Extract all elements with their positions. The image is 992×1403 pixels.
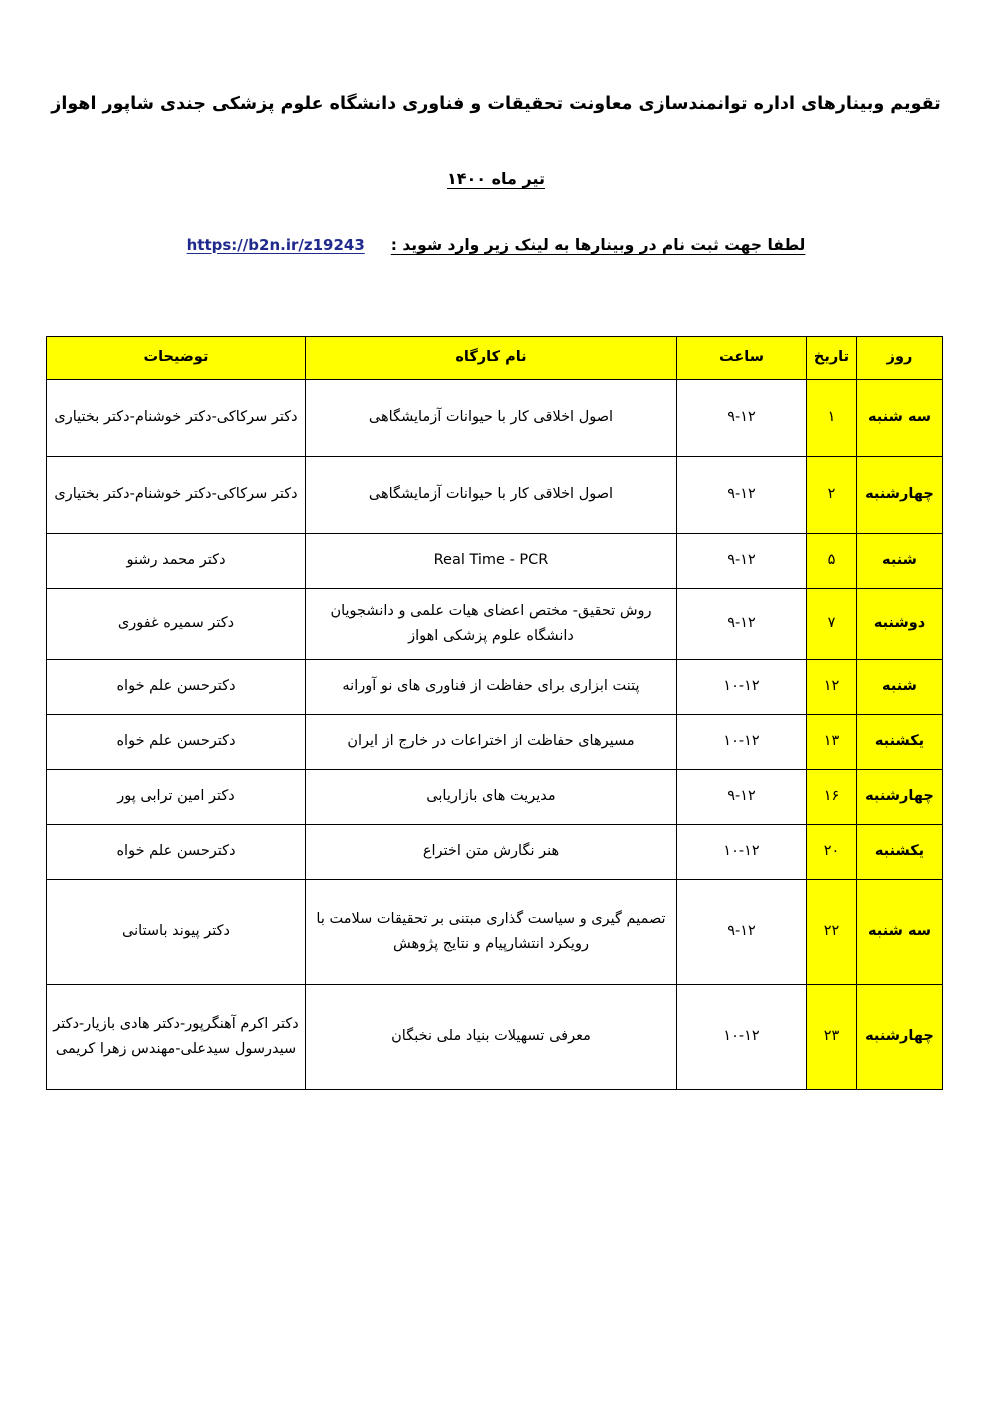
cell-day: شنبه	[857, 660, 943, 715]
cell-notes: دکتر سرکاکی-دکتر خوشنام-دکتر بختیاری	[47, 380, 306, 457]
cell-notes: دکترحسن علم خواه	[47, 715, 306, 770]
column-header-time: ساعت	[677, 337, 807, 380]
table-row	[47, 985, 943, 1090]
cell-date: ۱۳	[807, 715, 857, 770]
registration-line	[0, 188, 992, 254]
cell-workshop: تصمیم گیری و سیاست گذاری مبتنی بر تحقیقات سلامت با رویکرد انتشارپیام و نتایج پژوهش	[306, 880, 677, 985]
cell-workshop: اصول اخلاقی کار با حیوانات آزمایشگاهی	[306, 380, 677, 457]
cell-date: ۲۲	[807, 880, 857, 985]
table-row	[47, 457, 943, 534]
cell-notes: دکتر محمد رشنو	[47, 534, 306, 589]
cell-workshop: مدیریت های بازاریابی	[306, 770, 677, 825]
cell-workshop: پتنت ابزاری برای حفاظت از فناوری های نو آورانه	[306, 660, 677, 715]
cell-notes: دکتر امین ترابی پور	[47, 770, 306, 825]
cell-workshop: معرفی تسهیلات بنیاد ملی نخبگان	[306, 985, 677, 1090]
cell-time: ۹-۱۲	[677, 534, 807, 589]
cell-notes: دکترحسن علم خواه	[47, 825, 306, 880]
cell-day: سه شنبه	[857, 380, 943, 457]
table-row	[47, 589, 943, 660]
cell-date: ۱۶	[807, 770, 857, 825]
table-row	[47, 880, 943, 985]
registration-instruction-label: لطفا جهت ثبت نام در وبینارها به لینک زیر وارد شوید :	[390, 235, 806, 254]
cell-workshop: اصول اخلاقی کار با حیوانات آزمایشگاهی	[306, 457, 677, 534]
cell-notes: دکتر سمیره غفوری	[47, 589, 306, 660]
table-header-row	[47, 337, 943, 380]
cell-day: یکشنبه	[857, 825, 943, 880]
document-month-subtitle	[0, 117, 992, 188]
cell-workshop: مسیرهای حفاظت از اختراعات در خارج از ایران	[306, 715, 677, 770]
cell-time: ۹-۱۲	[677, 770, 807, 825]
cell-time: ۱۰-۱۲	[677, 825, 807, 880]
cell-workshop: Real Time - PCR	[306, 534, 677, 589]
cell-notes: دکتر اکرم آهنگرپور-دکتر هادی بازیار-دکتر سیدرسول سیدعلی-مهندس زهرا کریمی	[47, 985, 306, 1090]
cell-time: ۱۰-۱۲	[677, 985, 807, 1090]
cell-time: ۹-۱۲	[677, 589, 807, 660]
page-title: تقویم وبینارهای اداره توانمندسازی معاونت تحقیقات و فناوری دانشگاه علوم پزشکی جندی شاپور اهواز	[51, 94, 941, 114]
cell-date: ۲۳	[807, 985, 857, 1090]
cell-day: دوشنبه	[857, 589, 943, 660]
cell-day: یکشنبه	[857, 715, 943, 770]
column-header-day: روز	[857, 337, 943, 380]
webinar-schedule-table	[46, 336, 943, 1090]
cell-time: ۹-۱۲	[677, 457, 807, 534]
cell-day: شنبه	[857, 534, 943, 589]
cell-date: ۲۰	[807, 825, 857, 880]
document-month-text: تیر ماه ۱۴۰۰	[446, 168, 546, 188]
cell-time: ۹-۱۲	[677, 380, 807, 457]
table-row	[47, 825, 943, 880]
table-row	[47, 660, 943, 715]
cell-day: چهارشنبه	[857, 457, 943, 534]
cell-day: چهارشنبه	[857, 770, 943, 825]
table-row	[47, 534, 943, 589]
cell-date: ۱	[807, 380, 857, 457]
cell-date: ۵	[807, 534, 857, 589]
cell-time: ۱۰-۱۲	[677, 715, 807, 770]
cell-time: ۹-۱۲	[677, 880, 807, 985]
cell-date: ۷	[807, 589, 857, 660]
cell-notes: دکترحسن علم خواه	[47, 660, 306, 715]
cell-time: ۱۰-۱۲	[677, 660, 807, 715]
cell-date: ۲	[807, 457, 857, 534]
cell-workshop: هنر نگارش متن اختراع	[306, 825, 677, 880]
column-header-date: تاریخ	[807, 337, 857, 380]
cell-day: چهارشنبه	[857, 985, 943, 1090]
table-row	[47, 770, 943, 825]
column-header-notes: توضیحات	[47, 337, 306, 380]
cell-notes: دکتر سرکاکی-دکتر خوشنام-دکتر بختیاری	[47, 457, 306, 534]
cell-workshop: روش تحقیق- مختص اعضای هیات علمی و دانشجویان دانشگاه علوم پزشکی اهواز	[306, 589, 677, 660]
cell-notes: دکتر پیوند باستانی	[47, 880, 306, 985]
table-row	[47, 715, 943, 770]
webinar-schedule-table-wrapper	[47, 336, 943, 1090]
column-header-workshop: نام کارگاه	[306, 337, 677, 380]
cell-day: سه شنبه	[857, 880, 943, 985]
cell-date: ۱۲	[807, 660, 857, 715]
registration-link[interactable]: https://b2n.ir/z19243	[186, 235, 365, 254]
table-row	[47, 380, 943, 457]
